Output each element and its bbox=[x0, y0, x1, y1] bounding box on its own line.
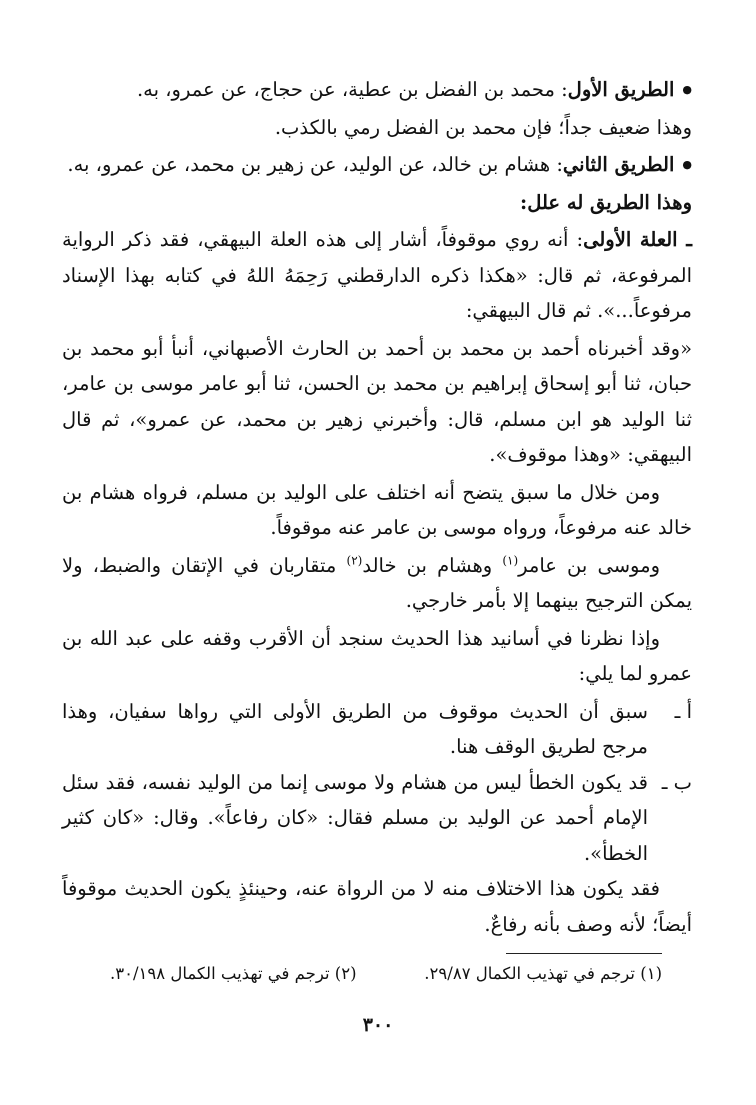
paragraph-conclusion: وإذا نظرنا في أسانيد هذا الحديث سنجد أن الأقرب وقفه على عبد الله بن عمرو لما يلي: bbox=[62, 626, 692, 685]
footnotes bbox=[110, 960, 662, 988]
text-first-route: : محمد بن الفضل بن عطية، عن حجاج، عن عمرو، به. bbox=[136, 78, 568, 101]
paragraph-narrators bbox=[62, 548, 692, 619]
paragraph-first-defect bbox=[62, 222, 692, 329]
text-first-defect: : أنه روي موقوفاً، أشار إلى هذه العلة البيهقي، فقد ذكر الرواية المرفوعة، ثم قال: «هكذا ذكره الدارقطني رَحِمَهُ اللهُ في كتابه بهذا الإسناد مرفوعاً...». ثم قال البيهقي: bbox=[62, 228, 692, 322]
footnote-ref-1[interactable]: (١) bbox=[502, 553, 519, 567]
list-text-a: سبق أن الحديث موقوف من الطريق الأولى التي رواها سفيان، وهذا مرجح لطريق الوقف هنا. bbox=[62, 699, 648, 758]
label-second-route: الطريق الثاني bbox=[562, 153, 675, 176]
text-second-route: : هشام بن خالد، عن الوليد، عن زهير بن محمد، عن عمرو، به. bbox=[67, 153, 563, 176]
paragraph-bayhaqi-quote: «وقد أخبرناه أحمد بن محمد بن أحمد بن الحارث الأصبهاني، أنبأ أبو محمد بن حبان، ثنا أبو إسحاق إبراهيم بن محمد بن الحسن، ثنا أبو عامر موسى بن عامر، ثنا الوليد هو ابن مسلم، قال: وأخبرني زهير بن محمد، عن عمرو»، ثم قال البيهقي: «وهذا موقوف». bbox=[62, 336, 692, 466]
list-text-b: قد يكون الخطأ ليس من هشام ولا موسى إنما من الوليد نفسه، فقد سئل الإمام أحمد عن الوليد بن مسلم فقال: «كان رفاعاً». وقال: «كان كثير الخطأ». bbox=[62, 770, 648, 865]
label-first-route: الطريق الأول bbox=[567, 78, 675, 101]
paragraph-final: فقد يكون هذا الاختلاف منه لا من الرواة عنه، وحينئذٍ يكون الحديث موقوفاً أيضاً؛ لأنه وصف بأنه رفاعٌ. bbox=[62, 877, 692, 936]
footnote-1: (١) ترجم في تهذيب الكمال ٢٩/٨٧. bbox=[424, 964, 662, 983]
page-number: ٣٠٠ bbox=[362, 1014, 394, 1036]
text-narrators-b: وهشام بن خالد bbox=[362, 553, 503, 577]
list-item-b bbox=[62, 765, 692, 872]
paragraph-first-route bbox=[62, 72, 692, 108]
list-item-a bbox=[62, 694, 692, 765]
list-marker-a: أ ـ bbox=[674, 699, 692, 723]
text-narrators-c: متقاربان في الإتقان والضبط، ولا يمكن الترجيح بينهما إلا بأمر خارجي. bbox=[62, 553, 692, 612]
paragraph-analysis: ومن خلال ما سبق يتضح أنه اختلف على الوليد بن مسلم، فرواه هشام بن خالد عنه مرفوعاً، ورواه موسى بن عامر عنه موقوفاً. bbox=[62, 480, 692, 539]
label-first-defect: ـ العلة الأولى bbox=[583, 228, 692, 251]
heading-defects: وهذا الطريق له علل: bbox=[520, 190, 692, 214]
text-narrators-a: وموسى بن عامر bbox=[518, 553, 660, 577]
paragraph-weak-note: وهذا ضعيف جداً؛ فإن محمد بن الفضل رمي بالكذب. bbox=[274, 115, 692, 139]
footnote-2: (٢) ترجم في تهذيب الكمال ٣٠/١٩٨. bbox=[110, 964, 357, 983]
paragraph-second-route bbox=[62, 147, 692, 183]
list-marker-b: ب ـ bbox=[661, 770, 692, 794]
footnote-ref-2[interactable]: (٢) bbox=[346, 553, 363, 567]
footnote-divider bbox=[506, 953, 662, 954]
